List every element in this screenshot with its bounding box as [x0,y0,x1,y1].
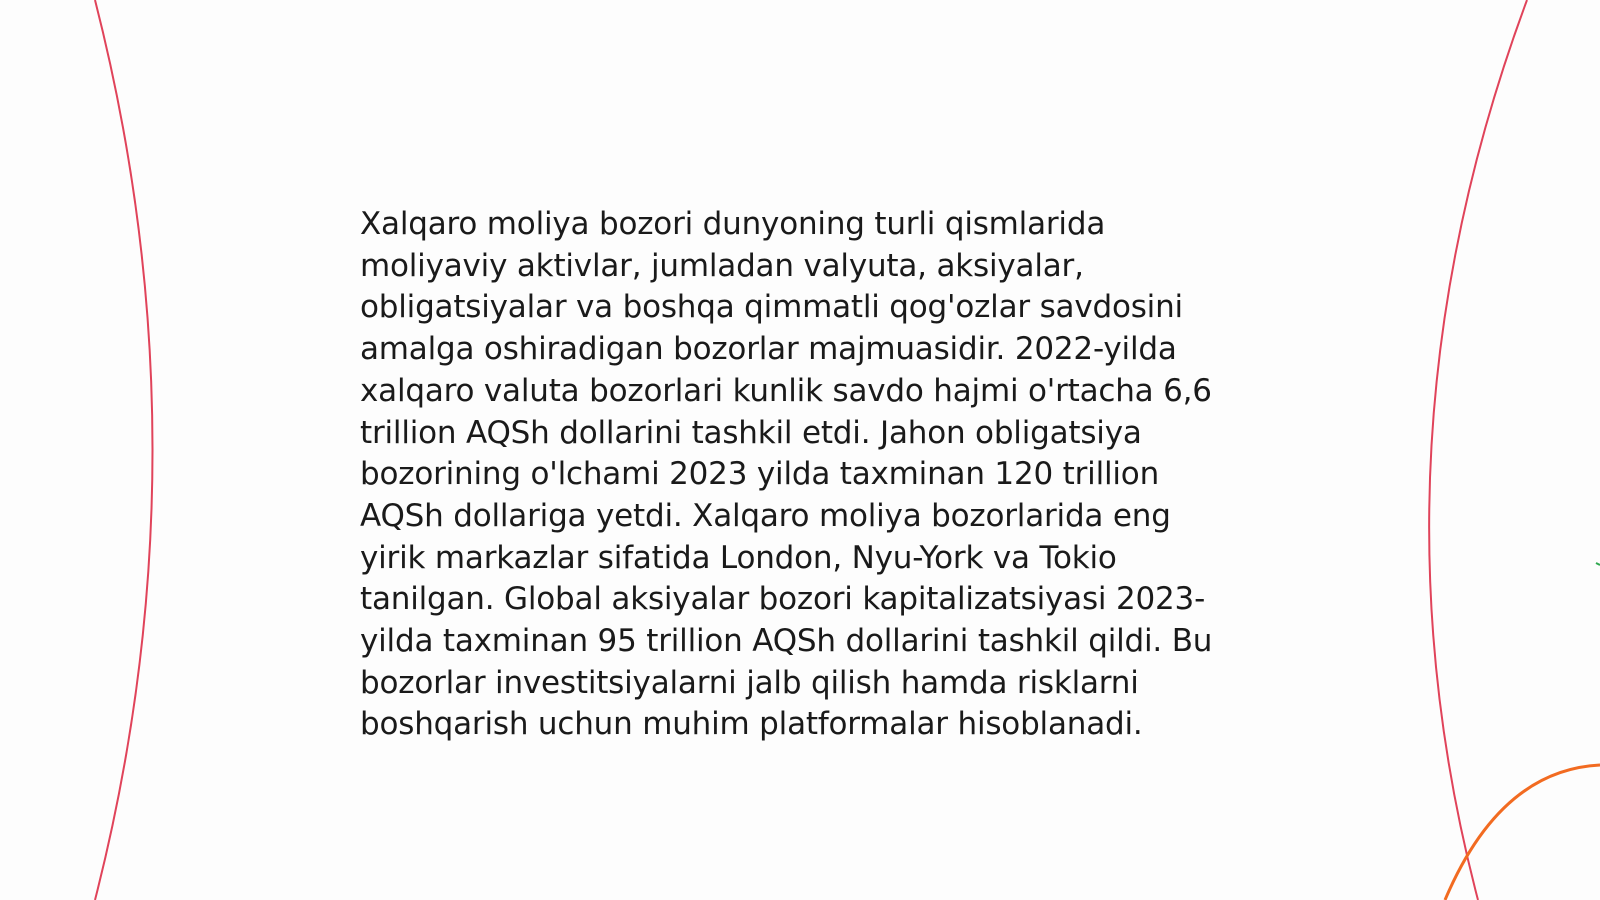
body-paragraph: Xalqaro moliya bozori dunyoning turli qismlarida moliyaviy aktivlar, jumladan valyuta, aksiyalar, obligatsiyalar va boshqa qimmatli qog'ozlar savdosini amalga oshiradigan bozorlar majmuasidir. 2022-yilda xalqaro valuta bozorlari kunlik savdo hajmi o'rtacha 6,6 trillion AQSh dollarini tashkil etdi. Jahon obligatsiya bozorining o'lchami 2023 yilda taxminan 120 trillion AQSh dollariga yetdi. Xalqaro moliya bozorlarida eng yirik markazlar sifatida London, Nyu-York va Tokio tanilgan. Global aksiyalar bozori kapitalizatsiyasi 2023-yilda taxminan 95 trillion AQSh dollarini tashkil qildi. Bu bozorlar investitsiyalarni jalb qilish hamda risklarni boshqarish uchun muhim platformalar hisoblanadi. [360,206,1213,743]
right-curve [1429,0,1527,900]
left-curve [95,0,153,900]
orange-arc [1445,765,1600,900]
green-tick [1596,563,1600,565]
